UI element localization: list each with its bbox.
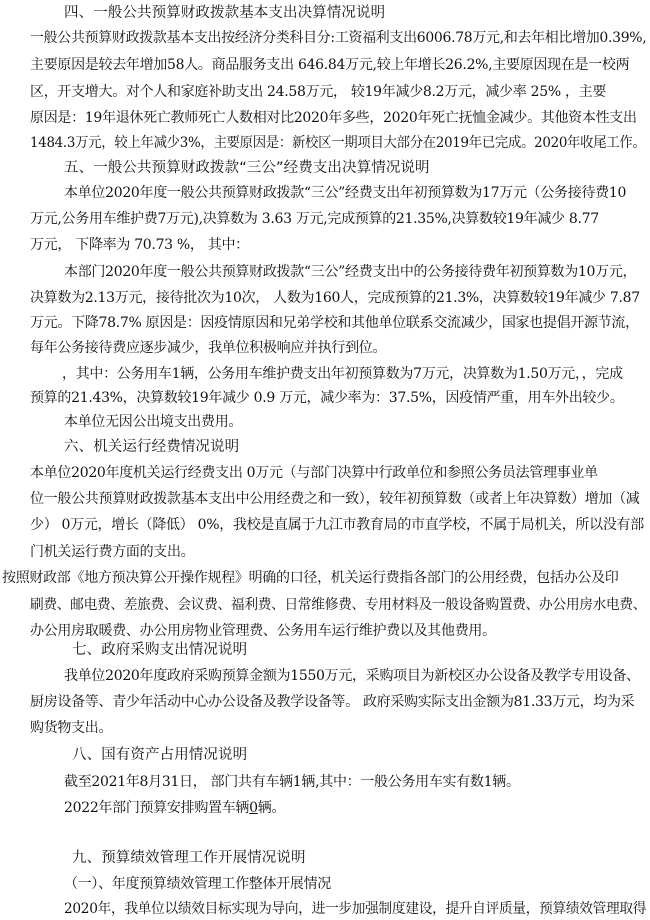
vehicle-purchase-unit: 辆。 [257,800,286,816]
paragraph-line: 门机关运行费方面的支出。 [30,544,195,560]
section-heading-8: 八、国有资产占用情况说明 [72,747,248,763]
paragraph-line: 本单位2020年度一般公共预算财政拨款“三公”经费支出年初预算数为17万元（公务接待费10 [64,185,627,201]
paragraph-line: 我单位2020年度政府采购预算金额为1550万元，采购项目为新校区办公设备及教学专用设备、 [64,668,640,684]
section-heading-6: 六、机关运行经费情况说明 [64,439,240,455]
vehicle-purchase-text: 2022年部门预算安排购置车辆 [64,800,250,816]
paragraph-line: 厨房设备等、青少年活动中心办公设备及教学设备等。 政府采购实际支出金额为81.33万元，均为采 [30,694,635,710]
paragraph-line: 购货物支出。 [30,720,113,736]
paragraph-line: 少） 0万元，增长（降低） 0%，我校是直属于九江市教育局的市直学校，不属于局机关，所以没有部 [30,517,644,533]
paragraph-line: 本单位2020年度机关运行经费支出 0万元（与部门决算中行政单位和参照公务员法管理事业单 [30,465,598,481]
paragraph-line: 本单位无因公出境支出费用。 [64,414,243,430]
paragraph-line: 办公用房取暖费、办公用房物业管理费、公务用车运行维护费以及其他费用。 [30,623,496,639]
paragraph-line: 决算数为2.13万元，接待批次为10次， 人数为160人，完成预算的21.3%，决算数较19年减少 7.87 [30,290,640,306]
paragraph-line: 位一般公共预算财政拨款基本支出中公用经费之和一致），较年初预算数（或者上年决算数）增加（减 [30,491,640,507]
section-heading-4: 四、一般公共预算财政拨款基本支出决算情况说明 [64,5,386,21]
section-heading-7: 七、政府采购支出情况说明 [72,642,248,658]
paragraph-line: 刷费、邮电费、差旅费、会议费、福利费、日常维修费、专用材料及一般设备购置费、办公用房水电费、 [30,597,647,613]
paragraph-line: 原因是：19年退休死亡教师死亡人数相对比2020年多些，2020年死亡抚恤金减少。其他资本性支出 [30,110,637,126]
section-heading-5: 五、一般公共预算财政拨款“三公”经费支出决算情况说明 [64,160,430,176]
paragraph-line: 预算的21.43%，决算数较19年减少 0.9 万元，减少率为：37.5%，因疫情严重，用车外出较少。 [30,390,624,406]
paragraph-line: 万元,公务用车维护费7万元),决算数为 3.63 万元,完成预算的21.35%,决算数较19年减少 8.77 [30,211,599,227]
paragraph-line: 2020年，我单位以绩效目标实现为导向，进一步加强制度建设，提升自评质量，预算绩效管理取得 [64,901,647,917]
paragraph-line: 主要原因是较去年增加58人。商品服务支出 646.84万元,较上年增长26.2%,主要原因现在是一校两 [30,57,630,73]
vehicle-purchase-count: 0 [249,800,258,816]
paragraph-line: 每年公务接待费应逐步减少，我单位积极响应并执行到位。 [30,340,387,356]
paragraph-line: 按照财政部《地方预决算公开操作规程》明确的口径，机关运行费指各部门的公用经费，包括办公及印 [2,570,619,586]
paragraph-line: ，其中：公务用车1辆，公务用车维护费支出年初预算数为7万元，决算数为1.50万元，，完成 [62,366,623,382]
section-heading-9: 九、预算绩效管理工作开展情况说明 [72,850,306,866]
paragraph-line: 万元， 下降率为 70.73 %， 其中： [30,237,249,253]
paragraph-line: 截至2021年8月31日， 部门共有车辆1辆,其中：一般公务用车实有数1辆。 [64,774,520,790]
paragraph-line: （一）、年度预算绩效管理工作整体开展情况 [64,876,331,892]
paragraph-line: 本部门2020年度一般公共预算财政拨款“三公”经费支出中的公务接待费年初预算数为10万元， [64,264,637,280]
paragraph-line: 一般公共预算财政拨款基本支出按经济分类科目分:工资福利支出6006.78万元,和去年相比增加0.39%, [30,30,647,46]
paragraph-line: 区，开支增大。对个人和家庭补助支出 24.58万元， 较19年减少8.2万元，减少率 25% ，主要 [30,84,607,100]
paragraph-line: 万元。下降78.7% 原因是：因疫情原因和兄弟学校和其他单位联系交流减少，国家也提倡开源节流， [30,315,639,331]
paragraph-line [64,798,285,818]
paragraph-line: 1484.3万元，较上年减少3%，主要原因是：新校区一期项目大部分在2019年已完成。2020年收尾工作。 [30,135,646,151]
